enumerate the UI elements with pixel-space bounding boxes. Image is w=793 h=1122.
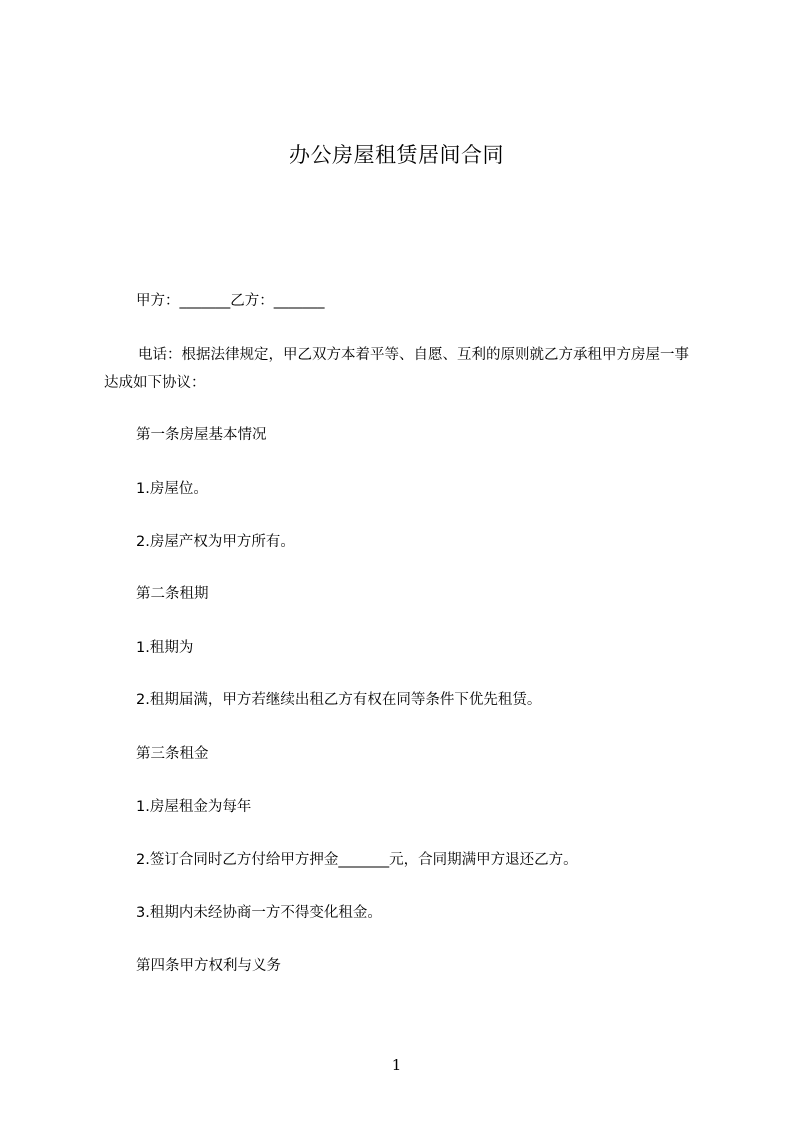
article-1-item-2: 2.房屋产权为甲方所有。 xyxy=(136,534,295,550)
article-2-item-2: 2.租期届满，甲方若继续出租乙方有权在同等条件下优先租赁。 xyxy=(136,692,542,708)
document-title: 办公房屋租赁居间合同 xyxy=(289,143,504,167)
article-3-item-2: 2.签订合同时乙方付给甲方押金_______元，合同期满甲方退还乙方。 xyxy=(136,852,578,868)
page-number: 1 xyxy=(391,1056,402,1074)
article-1-heading: 第一条房屋基本情况 xyxy=(136,427,267,443)
article-3-heading: 第三条租金 xyxy=(136,746,209,762)
parties-line: 甲方：_______乙方：_______ xyxy=(136,293,325,309)
article-1-item-1: 1.房屋位。 xyxy=(136,481,208,497)
article-3-item-3: 3.租期内未经协商一方不得变化租金。 xyxy=(136,905,382,921)
article-2-heading: 第二条租期 xyxy=(136,586,209,602)
article-2-item-1: 1.租期为 xyxy=(136,640,194,656)
intro-paragraph: 电话：根据法律规定，甲乙双方本着平等、自愿、互利的原则就乙方承租甲方房屋一事达成如下协议： xyxy=(104,347,689,391)
article-4-heading: 第四条甲方权利与义务 xyxy=(136,958,281,974)
article-3-item-1: 1.房屋租金为每年 xyxy=(136,799,252,815)
